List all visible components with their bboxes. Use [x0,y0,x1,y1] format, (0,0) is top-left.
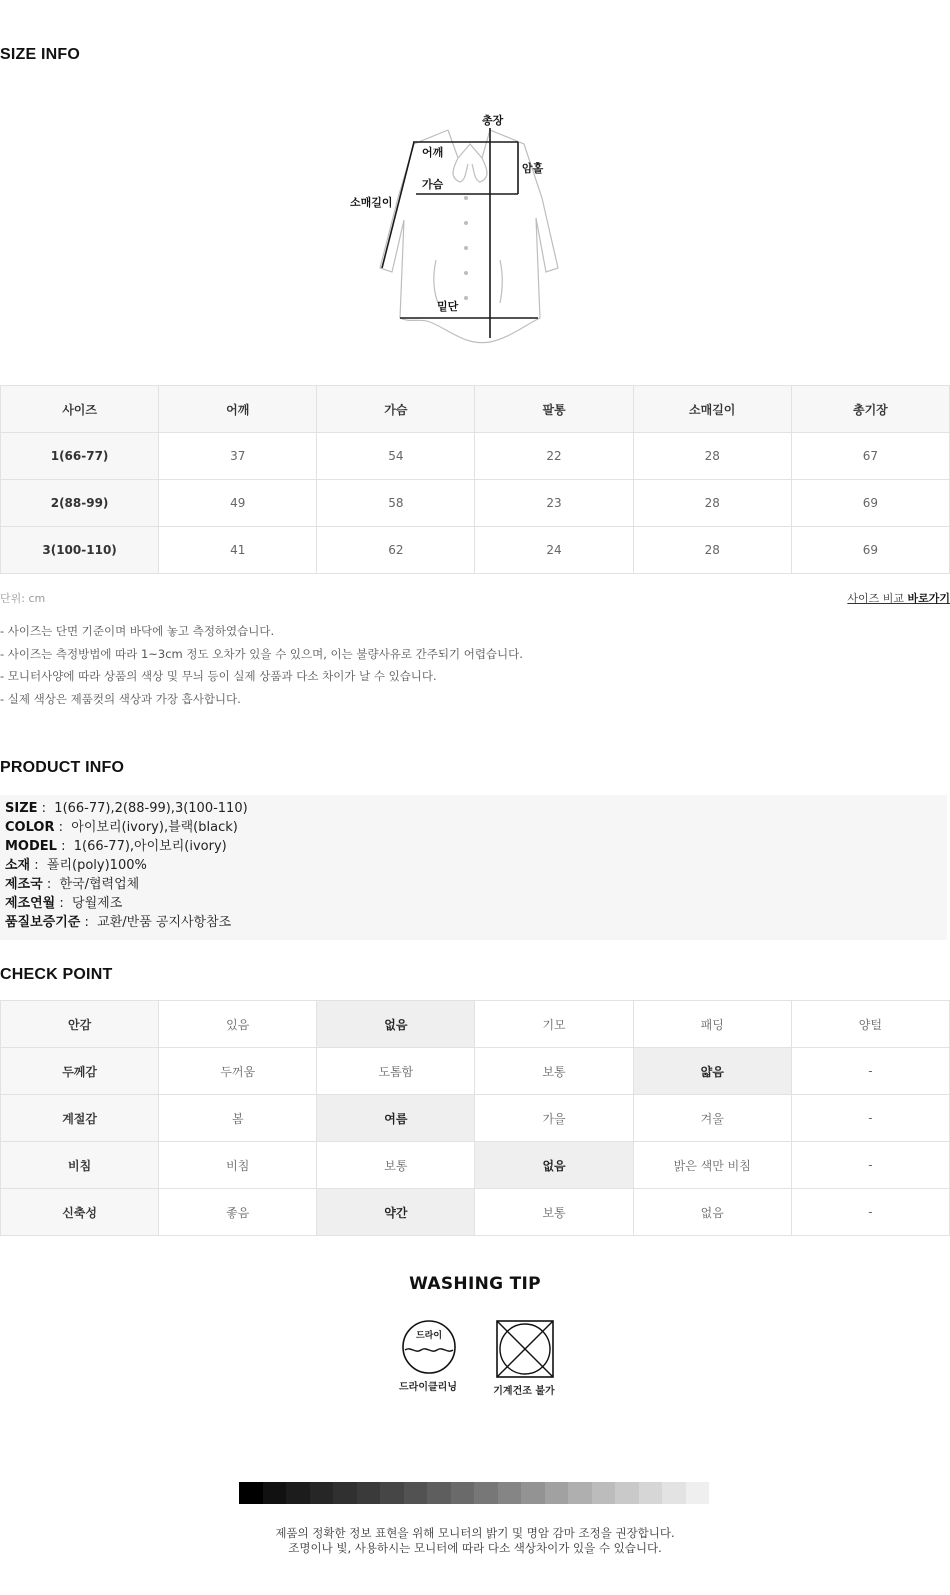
size-value-cell: 67 [791,433,949,480]
check-option-cell: 양털 [791,1001,949,1048]
check-option-cell: 가을 [475,1095,633,1142]
table-row [1,1095,950,1142]
gray-swatch [639,1482,663,1504]
diagram-label-chest: 가슴 [422,178,444,191]
table-row [1,1189,950,1236]
size-notes [0,620,523,710]
product-info-key: MODEL [5,839,57,854]
check-label-cell: 비침 [1,1142,159,1189]
product-info-row: 소재 : 폴리(poly)100% [5,858,147,873]
gray-swatch [427,1482,451,1504]
diagram-label-armhole: 암홀 [522,162,544,175]
dry-clean-icon-text: 드라이 [415,1331,443,1341]
check-option-selected: 없음 [475,1142,633,1189]
size-value-cell: 22 [475,433,633,480]
product-info-row: MODEL : 1(66-77),아이보리(ivory) [5,839,227,854]
gray-swatch [404,1482,428,1504]
gray-swatch [686,1482,710,1504]
monitor-notice [0,1526,950,1556]
check-option-cell: 있음 [159,1001,317,1048]
check-label-cell: 안감 [1,1001,159,1048]
gray-swatch [498,1482,522,1504]
size-value-cell: 28 [633,480,791,527]
monitor-notice-line: 조명이나 빛, 사용하시는 모니터에 따라 다소 색상차이가 있을 수 있습니다. [288,1541,662,1555]
garment-measurement-diagram [340,108,580,358]
gray-swatch [521,1482,545,1504]
size-value-cell: 49 [159,480,317,527]
check-label-cell: 두께감 [1,1048,159,1095]
size-note: - 사이즈는 측정방법에 따라 1~3cm 정도 오차가 있을 수 있으며, 이는 불량사유로 간주되기 어렵습니다. [0,646,523,661]
dry-clean-caption: 드라이클리닝 [399,1382,457,1393]
gray-swatch [568,1482,592,1504]
gray-swatch [380,1482,404,1504]
check-option-cell: 도톰함 [317,1048,475,1095]
product-info-value: 아이보리(ivory),블랙(black) [71,820,238,835]
gray-swatch [263,1482,287,1504]
table-row [1,1048,950,1095]
check-option-cell: 보통 [475,1189,633,1236]
check-option-cell: - [791,1095,949,1142]
check-label-cell: 신축성 [1,1189,159,1236]
table-row [1,433,950,480]
product-info-value: 한국/협력업체 [59,877,140,892]
size-col-header: 가슴 [317,386,475,433]
size-value-cell: 54 [317,433,475,480]
size-value-cell: 23 [475,480,633,527]
check-option-selected: 약간 [317,1189,475,1236]
size-col-header: 어깨 [159,386,317,433]
check-option-cell: 기모 [475,1001,633,1048]
size-value-cell: 58 [317,480,475,527]
check-point-table [0,1000,950,1236]
product-info-value: 교환/반품 공지사항참조 [97,915,232,930]
size-note: - 사이즈는 단면 기준이며 바닥에 놓고 측정하였습니다. [0,624,275,638]
product-info-title: PRODUCT INFO [0,759,125,776]
product-info-key: 제조연월 [5,896,56,911]
size-value-cell: 28 [633,527,791,574]
size-note: - 실제 색상은 제품컷의 색상과 가장 흡사합니다. [0,691,241,706]
check-option-selected: 없음 [317,1001,475,1048]
product-info-row: 품질보증기준 : 교환/반품 공지사항참조 [5,915,232,930]
size-col-header: 팔통 [475,386,633,433]
check-option-selected: 여름 [317,1095,475,1142]
gray-swatch [615,1482,639,1504]
size-col-header: 사이즈 [1,386,159,433]
product-info-row: SIZE : 1(66-77),2(88-99),3(100-110) [5,801,248,816]
gray-swatch [333,1482,357,1504]
gray-swatch [451,1482,475,1504]
size-note: - 모니터사양에 따라 상품의 색상 및 무늬 등이 실제 상품과 다소 차이가 날 수 있습니다. [0,669,437,683]
table-row [1,1142,950,1189]
no-tumble-dry-caption: 기계건조 불가 [493,1386,555,1397]
monitor-notice-line: 제품의 정확한 정보 표현을 위해 모니터의 밝기 및 명암 감마 조정을 권장합니다. [275,1526,675,1540]
size-compare-prefix: 사이즈 비교 [847,592,904,605]
check-option-cell: 봄 [159,1095,317,1142]
gray-swatch [474,1482,498,1504]
size-table [0,385,950,574]
table-row [1,1001,950,1048]
check-option-cell: 겨울 [633,1095,791,1142]
gray-swatch [592,1482,616,1504]
gray-swatch [286,1482,310,1504]
table-row [1,480,950,527]
check-option-cell: 비침 [159,1142,317,1189]
size-label-cell: 1(66-77) [1,433,159,480]
check-option-cell: 밝은 색만 비침 [633,1142,791,1189]
size-value-cell: 69 [791,527,949,574]
product-info-row: 제조연월 : 당월제조 [5,896,123,911]
diagram-label-sleeve: 소매길이 [350,196,393,209]
dry-clean-icon [399,1318,459,1376]
check-option-cell: 보통 [475,1048,633,1095]
diagram-label-shoulder: 어깨 [422,146,444,159]
table-row [1,527,950,574]
product-info-value: 1(66-77),2(88-99),3(100-110) [54,801,248,816]
size-value-cell: 28 [633,433,791,480]
check-option-cell: 없음 [633,1189,791,1236]
size-value-cell: 62 [317,527,475,574]
gray-swatch [662,1482,686,1504]
check-option-cell: - [791,1189,949,1236]
product-info-key: 제조국 [5,877,43,892]
grayscale-calibration-bar [239,1482,709,1504]
check-option-cell: 보통 [317,1142,475,1189]
check-label-cell: 계절감 [1,1095,159,1142]
product-info-value: 1(66-77),아이보리(ivory) [73,839,227,854]
product-info-key: COLOR [5,820,55,835]
product-info-row: 제조국 : 한국/협력업체 [5,877,140,892]
check-point-title: CHECK POINT [0,966,113,983]
gray-swatch [545,1482,569,1504]
gray-swatch [310,1482,334,1504]
size-label-cell: 3(100-110) [1,527,159,574]
no-tumble-dry-icon [494,1318,556,1380]
size-value-cell: 37 [159,433,317,480]
check-option-cell: 두꺼움 [159,1048,317,1095]
product-info-value: 폴리(poly)100% [46,858,147,873]
product-info-key: 품질보증기준 [5,915,81,930]
product-info-row: COLOR : 아이보리(ivory),블랙(black) [5,820,238,835]
size-value-cell: 41 [159,527,317,574]
size-label-cell: 2(88-99) [1,480,159,527]
size-col-header: 소매길이 [633,386,791,433]
product-info-value: 당월제조 [72,896,123,911]
diagram-label-total: 총장 [482,114,504,127]
product-info-box [0,795,947,940]
size-table-header-row [1,386,950,433]
size-info-title: SIZE INFO [0,46,81,63]
check-option-selected: 얇음 [633,1048,791,1095]
washing-tip-title: WASHING TIP [409,1274,541,1294]
size-compare-link[interactable] [847,590,950,606]
check-option-cell: 좋음 [159,1189,317,1236]
check-option-cell: - [791,1142,949,1189]
gray-swatch [239,1482,263,1504]
product-info-key: SIZE [5,801,38,816]
check-option-cell: - [791,1048,949,1095]
size-value-cell: 24 [475,527,633,574]
size-col-header: 총기장 [791,386,949,433]
check-option-cell: 패딩 [633,1001,791,1048]
size-value-cell: 69 [791,480,949,527]
product-info-key: 소재 [5,858,31,873]
size-compare-shortcut: 바로가기 [907,592,950,605]
size-unit: 단위: cm [0,592,46,605]
diagram-label-hem: 밑단 [437,300,459,313]
gray-swatch [357,1482,381,1504]
